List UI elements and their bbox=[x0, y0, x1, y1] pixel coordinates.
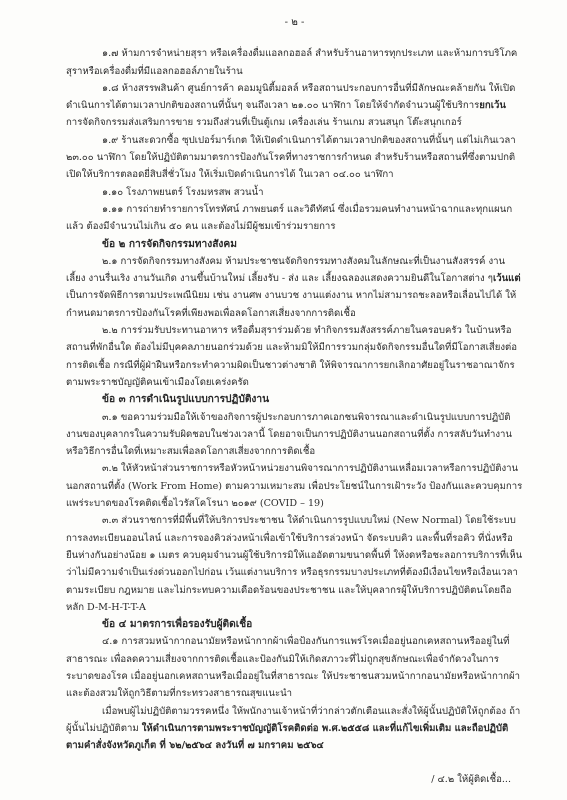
paragraph-3-3: ๓.๓ ส่วนราชการที่มีพื้นที่ให้บริการประชาชน ให้ดำเนินการรูปแบบใหม่ (New Normal) โดยใช้ระบบการลงทะเบียนออนไลน์ และการจองคิวล่วงหน้าเพื่อเข้าใช้บริการล่วงหน้า จัดระบบคิว และพื้นที่รอคิว ที่นั่งหรือยืนห่างกันอย่างน้อย ๑ เมตร ควบคุมจำนวนผู้ใช้บริการมิให้แออัดตามขนาดพื้นที่ ให้งดหรือชะลอการบริการที่เห็นว่าไม่มีความจำเป็นเร่งด่วนออกไปก่อน เว้นแต่งานบริการ หรือธุรกรรมบางประเภทที่ต้องมีเงื่อนไขหรือเงื่อนเวลาตามระเบียบ กฎหมาย และไม่กระทบความเดือดร้อนของประชาชน และให้บุคลากรผู้ให้บริการปฏิบัติตนโดยถือหลัก D-M-H-T-T-A bbox=[66, 515, 523, 613]
paragraph-1-9: ๑.๙ ร้านสะดวกซื้อ ซุปเปอร์มาร์เกต ให้เปิดดำเนินการได้ตามเวลาปกติของสถานที่นั้นๆ แต่ไม่เกินเวลา ๒๓.๐๐ นาฬิกา โดยให้ปฏิบัติตามมาตรการป้องกันโรคที่ทางราชการกำหนด สำหรับร้านหรือสถานที่ซึ่งตามปกติเปิดให้บริการตลอดยี่สิบสี่ชั่วโมง ให้เริ่มเปิดดำเนินการได้ ในเวลา ๐๔.๐๐ นาฬิกา bbox=[66, 134, 516, 181]
paragraph-1-8-rest: การจัดกิจกรรมส่งเสริมการขาย รวมถึงส่วนที่เป็นตู้เกม เครื่องเล่น ร้านเกม สวนสนุก โต๊ะสนุกเกอร์ bbox=[66, 117, 462, 129]
paragraph-4-1-2 bbox=[66, 703, 523, 755]
section-2-heading: ข้อ ๒ การจัดกิจกรรมทางสังคม bbox=[102, 237, 237, 250]
paragraph-1-10: ๑.๑๐ โรงภาพยนตร์ โรงมหรสพ สวนน้ำ bbox=[102, 186, 264, 198]
paragraph-1-7: ๑.๗ ห้ามการจำหน่ายสุรา หรือเครื่องดื่มแอลกอฮอล์ สำหรับร้านอาหารทุกประเภท และห้ามการบริโภคสุราหรือเครื่องดื่มที่มีแอลกอฮอล์ภายในร้าน bbox=[66, 48, 518, 77]
continuation-reference: / ๔.๒ ให้ผู้ติดเชื้อ... bbox=[431, 773, 511, 785]
paragraph-4-1-2-text: เมื่อพบผู้ไม่ปฏิบัติตามวรรคหนึ่ง ให้พนักงานเจ้าหน้าที่ว่ากล่าวตักเตือนและสั่งให้ผู้นั้นปฏิบัติให้ถูกต้อง ถ้าผู้นั้นไม่ปฏิบัติตาม bbox=[66, 705, 521, 734]
paragraph-4-1-2-emphasis: ให้ดำเนินการตามพระราชบัญญัติโรคติดต่อ พ.ศ.๒๕๕๘ และที่แก้ไขเพิ่มเติม และถือปฏิบัติตามคำสั่งจังหวัดภูเก็ต ที่ ๖๒/๒๕๖๔ ลงวันที่ ๗ มกราคม ๒๕๖๔ bbox=[66, 722, 509, 752]
paragraph-1-8-text: ๑.๘ ห้างสรรพสินค้า ศูนย์การค้า คอมมูนิตี้มอลล์ หรือสถานประกอบการอื่นที่มีลักษณะคล้ายกัน ให้เปิดดำเนินการได้ตามเวลาปกติของสถานที่นั้นๆ จนถึงเวลา ๒๑.๐๐ นาฬิกา โดยให้จำกัดจำนวนผู้ใช้บริการ bbox=[66, 82, 516, 112]
paragraph-2-1 bbox=[66, 253, 523, 322]
paragraph-2-2: ๒.๒ การร่วมรับประทานอาหาร หรือดื่มสุราร่วมด้วย ทำกิจกรรมสังสรรค์ภายในครอบครัว ในบ้านหรือสถานที่พักอื่นใด ต้องไม่มีบุคคลภายนอกร่วมด้วย และห้ามมิให้มีการรวมกลุ่มจัดกิจกรรมอื่นใดที่มีโอกาสเสี่ยงต่อการติดเชื้อ กรณีที่ผู้ฝ่าฝืนหรือกระทำความผิดเป็นชาวต่างชาติ ให้พิจารณาการยกเลิกอาศัยอยู่ในราชอาณาจักรตามพระราชบัญญัติคนเข้าเมืองโดยเคร่งครัด bbox=[66, 325, 518, 388]
paragraph-2-1-emphasis: เว้นแต่ bbox=[492, 273, 521, 285]
paragraph-1-8 bbox=[66, 80, 523, 132]
paragraph-1-8-emphasis: ยกเว้น bbox=[479, 100, 506, 112]
section-4-heading: ข้อ ๔ มาตรการเพื่อรองรับผู้ติดเชื้อ bbox=[102, 618, 253, 631]
paragraph-2-1-text: ๒.๑ การจัดกิจกรรมทางสังคม ห้ามประชาชนจัดกิจกรรมทางสังคมในลักษณะที่เป็นงานสังสรรค์ งานเลี้ยง งานรื่นเริง งานวันเกิด งานขึ้นบ้านใหม่ เลี้ยงรับ - ส่ง และ เลี้ยงฉลองแสดงความยินดีในโอกาสต่าง ๆ bbox=[66, 255, 506, 285]
paragraph-4-1: ๔.๑ การสวมหน้ากากอนามัยหรือหน้ากากผ้าเพื่อป้องกันการแพร่โรคเมื่ออยู่นอกเคหสถานหรืออยู่ในที่สาธารณะ เพื่อลดความเสี่ยงจากการติดเชื้อและป้องกันมิให้เกิดสภาวะที่ไม่ถูกสุขลักษณะเพื่อจำกัดวงในการระบาดของโรค เมื่ออยู่นอกเคหสถานหรือเมื่ออยู่ในที่สาธารณะ ให้ประชาชนสวมหน้ากากอนามัยหรือหน้ากากผ้า และต้องสวมให้ถูกวิธีตามที่กระทรวงสาธารณสุขแนะนำ bbox=[66, 636, 520, 700]
paragraph-2-1-rest: เป็นการจัดพิธีการตามประเพณีนิยม เช่น งานศพ งานบวช งานแต่งงาน หากไม่สามารถชะลอหรือเลื่อนไปได้ ให้กำหนดมาตรการป้องกันโรคที่เพียงพอเพื่อลดโอกาสเสี่ยงจากการติดเชื้อ bbox=[66, 290, 517, 319]
section-3-heading: ข้อ ๓ การดำเนินรูปแบบการปฏิบัติงาน bbox=[102, 393, 270, 406]
page-number: - ๒ - bbox=[284, 17, 305, 28]
paragraph-3-2: ๓.๒ ให้หัวหน้าส่วนราชการหรือหัวหน้าหน่วยงานพิจารณาการปฏิบัติงานเหลื่อมเวลาหรือการปฏิบัติงานนอกสถานที่ตั้ง (Work From Home) ตามความเหมาะสม เพื่อประโยชน์ในการเฝ้าระวัง ป้องกันและควบคุมการแพร่ระบาดของโรคติดเชื้อไวรัสโคโรนา ๒๐๑๙ (COVID – 19) bbox=[66, 463, 523, 510]
paragraph-3-1: ๓.๑ ขอความร่วมมือให้เจ้าของกิจการผู้ประกอบการภาคเอกชนพิจารณาและดำเนินรูปแบบการปฏิบัติงานของบุคลากรในความรับผิดชอบในช่วงเวลานี้ โดยอาจเป็นการปฏิบัติงานนอกสถานที่ตั้ง การสลับวันทำงาน หรือวิธีการอื่นใดที่เหมาะสมเพื่อลดโอกาสเสี่ยงจากการติดเชื้อ bbox=[66, 411, 512, 458]
paragraph-1-11: ๑.๑๑ การถ่ายทำรายการโทรทัศน์ ภาพยนตร์ และวิดีทัศน์ ซึ่งเมื่อรวมคนทำงานหน้าฉากและทุกแผนกแล้ว ต้องมีจำนวนไม่เกิน ๕๐ คน และต้องไม่มีผู้ชมเข้าร่วมรายการ bbox=[66, 203, 513, 233]
